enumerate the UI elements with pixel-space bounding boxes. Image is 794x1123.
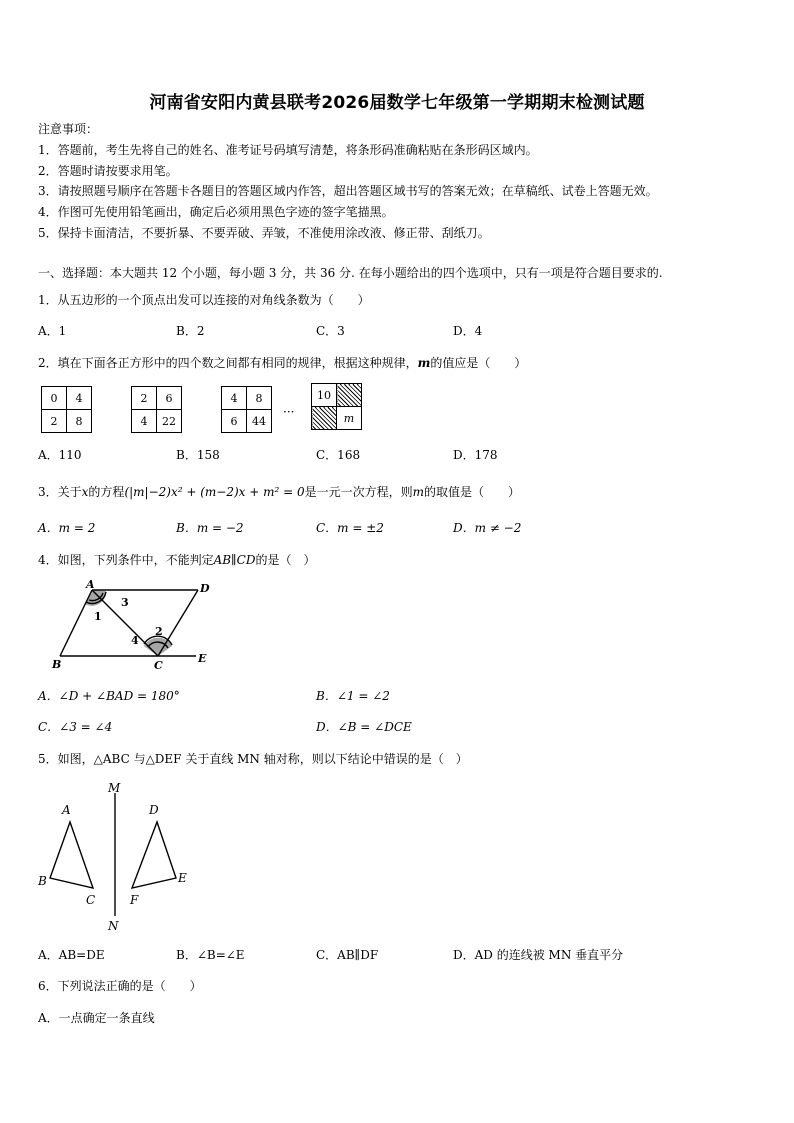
grid-cell: 4 bbox=[67, 387, 92, 410]
label-d: D bbox=[149, 803, 159, 817]
q2-option-b: B．158 bbox=[176, 448, 220, 462]
q2-stem-text: 2．填在下面各正方形中的四个数之间都有相同的规律，根据这种规律， bbox=[38, 356, 418, 370]
grid-cell: 8 bbox=[247, 387, 272, 410]
notice-item: 2．答题时请按要求用笔。 bbox=[38, 164, 178, 178]
q3-variable-m: m bbox=[412, 485, 425, 499]
q5-option-c: C．AB∥DF bbox=[316, 948, 379, 962]
q3-stem-text: 的取值是（ ） bbox=[424, 485, 521, 499]
q1-option-a: A．1 bbox=[38, 324, 67, 338]
label-b: B bbox=[38, 874, 47, 888]
notice-heading: 注意事项： bbox=[38, 122, 99, 136]
label-b: B bbox=[52, 658, 62, 670]
q4-option-c: C．∠3 = ∠4 bbox=[38, 720, 113, 734]
number-grid-2 bbox=[131, 386, 182, 433]
angle-label-2: 2 bbox=[155, 625, 163, 638]
label-a: A bbox=[62, 803, 71, 817]
label-f: F bbox=[130, 893, 139, 907]
notice-item: 1．答题前，考生先将自己的姓名、准考证号码填写清楚，将条形码准确粘贴在条形码区域内。 bbox=[38, 143, 538, 157]
question-3-stem bbox=[38, 484, 520, 500]
label-a: A bbox=[86, 578, 95, 591]
q4-option-b: B．∠1 = ∠2 bbox=[316, 689, 390, 703]
label-c: C bbox=[154, 659, 163, 670]
angle-label-3: 3 bbox=[121, 596, 129, 609]
number-grid-1 bbox=[41, 386, 92, 433]
question-1-stem: 1．从五边形的一个顶点出发可以连接的对角线条数为（ ） bbox=[38, 293, 370, 307]
angle-label-1: 1 bbox=[94, 610, 102, 623]
q4-relation: AB∥CD bbox=[213, 553, 256, 567]
q3-option-d: D．m ≠ −2 bbox=[453, 521, 522, 535]
grid-cell: 4 bbox=[222, 387, 247, 410]
grid-cell: 6 bbox=[222, 410, 247, 433]
section-heading: 一、选择题：本大题共 12 个小题，每小题 3 分，共 36 分. 在每小题给出的四个选项中，只有一项是符合题目要求的. bbox=[38, 266, 663, 280]
label-d: D bbox=[200, 582, 210, 595]
q5-option-b: B．∠B=∠E bbox=[176, 948, 245, 962]
q3-equation: (|m|−2)x² + (m−2)x + m² = 0 bbox=[124, 485, 305, 499]
notice-item: 5．保持卡面清洁，不要折暴、不要弄破、弄皱，不准使用涂改液、修正带、刮纸刀。 bbox=[38, 226, 490, 240]
grid-cell: 22 bbox=[157, 410, 182, 433]
q5-option-d: D．AD 的连线被 MN 垂直平分 bbox=[453, 948, 624, 962]
triangle-abc bbox=[50, 822, 93, 888]
label-m: M bbox=[108, 781, 121, 795]
grid-cell: 4 bbox=[132, 410, 157, 433]
q2-stem-text: 的值应是（ ） bbox=[430, 356, 527, 370]
grid-cell: 44 bbox=[247, 410, 272, 433]
q3-stem-text: 的方程 bbox=[88, 485, 125, 499]
page-title: 河南省安阳内黄县联考2026届数学七年级第一学期期末检测试题 bbox=[149, 93, 645, 113]
label-c: C bbox=[86, 893, 96, 907]
label-e: E bbox=[178, 871, 187, 885]
q1-option-c: C．3 bbox=[316, 324, 345, 338]
symmetry-figure bbox=[30, 778, 200, 934]
q4-option-a: A．∠D + ∠BAD = 180° bbox=[38, 689, 180, 703]
label-e: E bbox=[198, 652, 207, 665]
grid-cell: 0 bbox=[42, 387, 67, 410]
q3-option-a: A．m = 2 bbox=[38, 521, 96, 535]
grid-ellipsis: ··· bbox=[283, 405, 295, 419]
q2-variable: m bbox=[417, 356, 431, 370]
notice-item: 4．作图可先使用铅笔画出，确定后必须用黑色字迹的签字笔描黑。 bbox=[38, 205, 394, 219]
q3-stem-text: 是一元一次方程，则 bbox=[304, 485, 413, 499]
q2-option-c: C．168 bbox=[316, 448, 361, 462]
q1-option-d: D．4 bbox=[453, 324, 483, 338]
triangle-def bbox=[132, 822, 176, 888]
hatched-cell bbox=[337, 384, 362, 407]
q2-option-a: A．110 bbox=[38, 448, 82, 462]
number-grid-4 bbox=[311, 383, 362, 430]
question-5-stem: 5．如图，△ABC 与△DEF 关于直线 MN 轴对称，则以下结论中错误的是（ ） bbox=[38, 752, 468, 766]
q3-variable-x: x bbox=[81, 485, 89, 499]
q4-stem-text: 4．如图，下列条件中，不能判定 bbox=[38, 553, 214, 567]
q3-stem-text: 3．关于 bbox=[38, 485, 82, 499]
question-4-stem bbox=[38, 552, 316, 568]
grid-cell: 10 bbox=[312, 384, 337, 407]
angle-label-4: 4 bbox=[131, 634, 139, 647]
number-grid-3 bbox=[221, 386, 272, 433]
q3-option-c: C．m = ±2 bbox=[316, 521, 384, 535]
question-2-stem bbox=[38, 355, 526, 371]
notice-item: 3．请按照题号顺序在答题卡各题目的答题区域内作答，超出答题区域书写的答案无效；在草稿纸、试卷上答题无效。 bbox=[38, 184, 658, 198]
q4-option-d: D．∠B = ∠DCE bbox=[316, 720, 412, 734]
grid-cell: 6 bbox=[157, 387, 182, 410]
q1-option-b: B．2 bbox=[176, 324, 205, 338]
grid-cell-unknown: m bbox=[337, 407, 362, 430]
angle-shade bbox=[85, 590, 106, 606]
q2-option-d: D．178 bbox=[453, 448, 498, 462]
grid-cell: 2 bbox=[42, 410, 67, 433]
grid-cell: 2 bbox=[132, 387, 157, 410]
q5-option-a: A．AB=DE bbox=[38, 948, 105, 962]
q3-option-b: B．m = −2 bbox=[176, 521, 244, 535]
question-6-stem: 6．下列说法正确的是（ ） bbox=[38, 979, 202, 993]
grid-cell: 8 bbox=[67, 410, 92, 433]
q4-stem-text: 的是（ ） bbox=[255, 553, 316, 567]
hatched-cell bbox=[312, 407, 337, 430]
label-n: N bbox=[108, 919, 119, 933]
q6-option-a: A．一点确定一条直线 bbox=[38, 1011, 155, 1025]
parallelogram-figure bbox=[50, 578, 220, 670]
